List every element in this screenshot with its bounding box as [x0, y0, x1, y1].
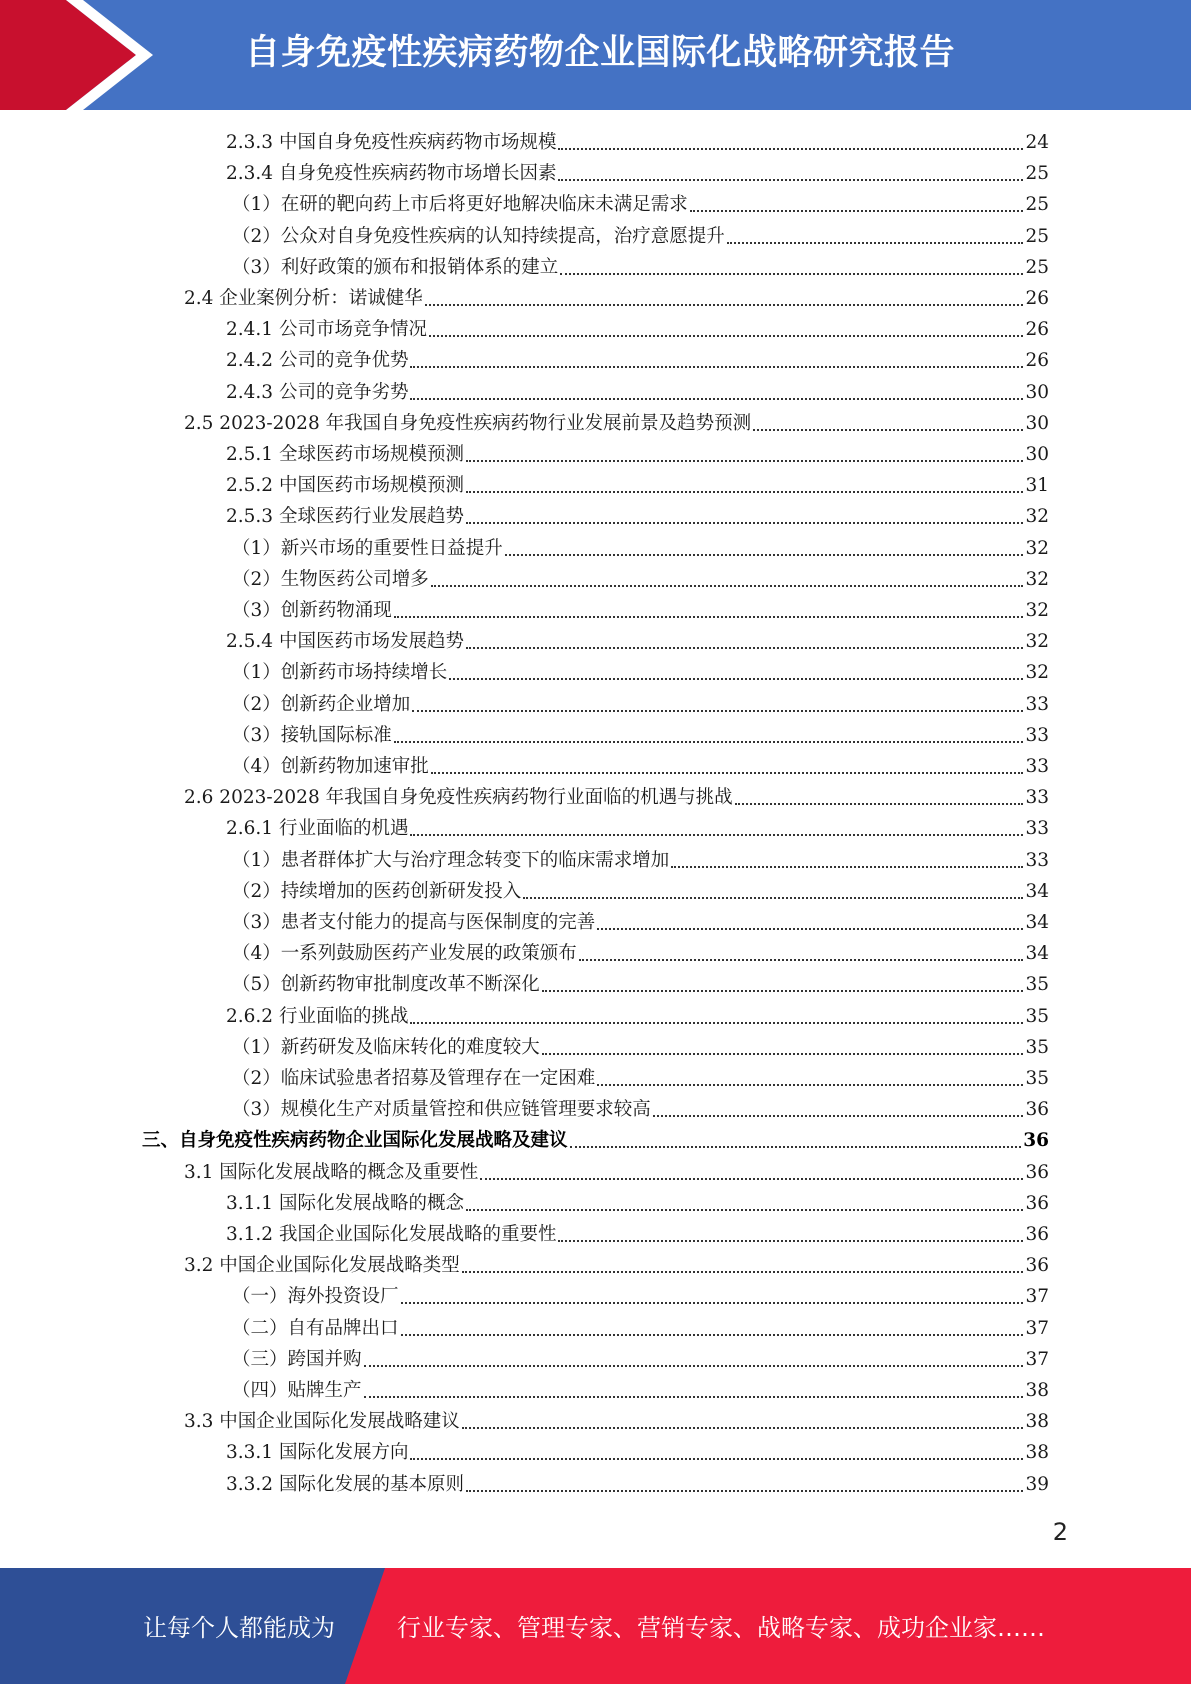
toc-entry[interactable] [226, 1437, 1049, 1468]
toc-dot-leader [671, 845, 1023, 876]
toc-entry-label: （2）创新药企业增加 [232, 693, 411, 715]
toc-entry-label: （2）生物医药公司增多 [232, 568, 429, 590]
toc-entry-label: 2.4.1 公司市场竞争情况 [226, 319, 427, 341]
toc-entry-label: 2.5.1 全球医药市场规模预测 [226, 444, 464, 465]
toc-entry-page: 32 [1025, 662, 1049, 684]
toc-dot-leader [558, 158, 1023, 189]
toc-entry-label: 2.3.4 自身免疫性疾病药物市场增长因素 [226, 163, 557, 185]
toc-dot-leader [364, 1375, 1024, 1406]
page-header [0, 0, 1191, 110]
toc-entry-page: 33 [1025, 724, 1049, 746]
toc-dot-leader [431, 751, 1024, 782]
toc-entry-page: 34 [1025, 880, 1049, 902]
toc-entry-page: 31 [1025, 475, 1049, 497]
toc-entry-label: 3.3.2 国际化发展的基本原则 [226, 1473, 464, 1495]
toc-entry[interactable] [232, 1344, 1049, 1375]
toc-entry[interactable] [232, 595, 1049, 626]
toc-entry-page: 36 [1025, 1161, 1049, 1183]
toc-entry[interactable] [232, 1032, 1049, 1063]
toc-entry-page: 30 [1025, 412, 1049, 434]
toc-entry-label: （5）创新药物审批制度改革不断深化 [232, 974, 540, 996]
toc-entry-label: 3.3 中国企业国际化发展战略建议 [184, 1411, 460, 1433]
toc-dot-leader [570, 1125, 1022, 1156]
toc-entry[interactable] [232, 1281, 1049, 1312]
toc-entry[interactable] [232, 969, 1049, 1000]
toc-entry-page: 33 [1025, 787, 1049, 809]
toc-entry[interactable] [232, 1313, 1049, 1344]
toc-entry-label: （2）公众对自身免疫性疾病的认知持续提高，治疗意愿提升 [232, 225, 725, 247]
toc-entry-label: （3）规模化生产对质量管控和供应链管理要求较高 [232, 1099, 651, 1121]
toc-dot-leader [597, 1063, 1023, 1094]
toc-entry-label: （3）接轨国际标准 [232, 724, 392, 746]
toc-dot-leader [753, 408, 1023, 439]
toc-entry[interactable] [226, 158, 1049, 189]
toc-entry-page: 35 [1025, 1068, 1049, 1089]
toc-entry-label: （4）一系列鼓励医药产业发展的政策颁布 [232, 943, 577, 965]
toc-entry[interactable] [226, 1469, 1049, 1500]
toc-entry-page: 30 [1025, 444, 1049, 465]
toc-entry[interactable] [232, 221, 1049, 252]
toc-dot-leader [394, 595, 1024, 626]
toc-entry-label: （1）患者群体扩大与治疗理念转变下的临床需求增加 [232, 849, 670, 871]
toc-entry-label: （四）贴牌生产 [232, 1380, 362, 1401]
toc-entry-label: 2.4.2 公司的竞争优势 [226, 350, 409, 372]
toc-entry[interactable] [184, 283, 1049, 314]
toc-entry[interactable] [232, 876, 1049, 907]
toc-dot-leader [412, 689, 1023, 720]
toc-entry-label: 2.6.1 行业面临的机遇 [226, 818, 409, 840]
toc-entry-label: 2.4 企业案例分析：诺诚健华 [184, 288, 423, 309]
toc-dot-leader [449, 657, 1023, 688]
toc-entry-label: 2.5.2 中国医药市场规模预测 [226, 475, 464, 497]
toc-entry[interactable] [232, 189, 1049, 220]
toc-dot-leader [425, 283, 1024, 314]
toc-entry-label: （三）跨国并购 [232, 1348, 362, 1370]
toc-entry[interactable] [184, 408, 1049, 439]
toc-entry-label: （一）海外投资设厂 [232, 1286, 399, 1308]
toc-entry[interactable] [184, 782, 1049, 813]
toc-entry-page: 25 [1025, 163, 1049, 185]
toc-dot-leader [466, 1469, 1023, 1500]
toc-entry[interactable] [226, 1219, 1049, 1250]
toc-entry-page: 33 [1025, 818, 1049, 840]
toc-entry-label: 3.3.1 国际化发展方向 [226, 1442, 409, 1464]
toc-entry[interactable] [226, 345, 1049, 376]
toc-entry-page: 35 [1025, 1036, 1049, 1058]
toc-dot-leader [466, 626, 1023, 657]
toc-entry-page: 26 [1025, 350, 1049, 372]
page-number: 2 [1052, 1518, 1068, 1546]
toc-entry-label: 2.5.3 全球医药行业发展趋势 [226, 506, 464, 528]
toc-dot-leader [558, 1219, 1023, 1250]
toc-dot-leader [727, 221, 1024, 252]
toc-dot-leader [410, 377, 1023, 408]
toc-entry-label: （3）患者支付能力的提高与医保制度的完善 [232, 912, 596, 933]
toc-dot-leader [542, 1032, 1024, 1063]
toc-dot-leader [410, 1001, 1023, 1032]
toc-dot-leader [653, 1094, 1024, 1125]
toc-dot-leader [690, 189, 1024, 220]
toc-entry[interactable] [232, 564, 1049, 595]
toc-dot-leader [394, 720, 1024, 751]
toc-entry-label: 三、自身免疫性疾病药物企业国际化发展战略及建议 [142, 1130, 568, 1152]
toc-entry-label: （3）利好政策的颁布和报销体系的建立 [232, 256, 559, 278]
toc-entry-page: 39 [1025, 1473, 1049, 1495]
toc-entry-page: 37 [1025, 1317, 1049, 1339]
toc-entry[interactable] [226, 470, 1049, 501]
toc-entry[interactable] [232, 751, 1049, 782]
toc-dot-leader [466, 439, 1023, 470]
toc-entry-label: （2）临床试验患者招募及管理存在一定困难 [232, 1068, 596, 1089]
toc-entry-page: 25 [1025, 225, 1049, 247]
toc-dot-leader [401, 1313, 1024, 1344]
toc-dot-leader [401, 1281, 1024, 1312]
toc-entry-page: 25 [1025, 256, 1049, 278]
toc-entry[interactable] [226, 1188, 1049, 1219]
report-title: 自身免疫性疾病药物企业国际化战略研究报告 [245, 33, 956, 73]
toc-entry-page: 35 [1025, 1005, 1049, 1027]
toc-entry-label: 2.6 2023-2028 年我国自身免疫性疾病药物行业面临的机遇与挑战 [184, 787, 733, 809]
toc-entry-page: 36 [1025, 1224, 1049, 1245]
toc-dot-leader [523, 876, 1023, 907]
toc-dot-leader [542, 969, 1024, 1000]
toc-entry-label: 2.5 2023-2028 年我国自身免疫性疾病药物行业发展前景及趋势预测 [184, 412, 752, 434]
toc-entry[interactable] [232, 1375, 1049, 1406]
footer-roles: 行业专家、管理专家、营销专家、战略专家、成功企业家…… [397, 1614, 1045, 1642]
toc-entry-page: 36 [1025, 1099, 1049, 1121]
toc-entry[interactable] [184, 1250, 1049, 1281]
toc-dot-leader [431, 564, 1024, 595]
toc-entry-page: 33 [1025, 849, 1049, 871]
toc-entry[interactable] [232, 252, 1049, 283]
toc-entry-label: （2）持续增加的医药创新研发投入 [232, 880, 522, 902]
page-footer [0, 1568, 1191, 1684]
toc-entry-page: 34 [1025, 943, 1049, 965]
toc-entry-label: （1）新兴市场的重要性日益提升 [232, 537, 503, 559]
toc-dot-leader [466, 1188, 1023, 1219]
toc-entry[interactable] [226, 813, 1049, 844]
toc-dot-leader [597, 907, 1023, 938]
toc-entry[interactable] [232, 1094, 1049, 1125]
toc-entry[interactable] [142, 1125, 1049, 1156]
toc-entry-label: 3.1.2 我国企业国际化发展战略的重要性 [226, 1224, 557, 1245]
toc-entry[interactable] [232, 845, 1049, 876]
toc-entry-label: 3.1.1 国际化发展战略的概念 [226, 1192, 464, 1214]
toc-entry[interactable] [232, 938, 1049, 969]
toc-entry[interactable] [226, 626, 1049, 657]
toc-entry-label: （4）创新药物加速审批 [232, 756, 429, 777]
toc-dot-leader [410, 813, 1023, 844]
toc-entry[interactable] [232, 1063, 1049, 1094]
toc-entry[interactable] [226, 127, 1049, 158]
toc-entry-page: 33 [1025, 756, 1049, 777]
toc-dot-leader [462, 1406, 1024, 1437]
toc-entry-page: 24 [1025, 132, 1049, 153]
toc-entry-label: 2.6.2 行业面临的挑战 [226, 1005, 409, 1027]
toc-entry[interactable] [232, 533, 1049, 564]
toc-entry-page: 38 [1025, 1411, 1049, 1433]
toc-dot-leader [410, 1437, 1023, 1468]
toc-entry[interactable] [232, 657, 1049, 688]
toc-dot-leader [429, 314, 1023, 345]
toc-entry-label: （1）在研的靶向药上市后将更好地解决临床未满足需求 [232, 194, 688, 216]
toc-entry-label: 2.4.3 公司的竞争劣势 [226, 381, 409, 403]
toc-entry-page: 30 [1025, 381, 1049, 403]
toc-entry-label: （1）创新药市场持续增长 [232, 662, 448, 684]
toc-entry-page: 36 [1025, 1255, 1049, 1277]
toc-dot-leader [480, 1157, 1023, 1188]
toc-dot-leader [735, 782, 1024, 813]
toc-entry-page: 25 [1025, 194, 1049, 216]
toc-entry[interactable] [226, 1001, 1049, 1032]
toc-entry[interactable] [232, 689, 1049, 720]
toc-dot-leader [466, 470, 1023, 501]
toc-dot-leader [560, 252, 1023, 283]
toc-entry-page: 32 [1025, 568, 1049, 590]
toc-entry-page: 37 [1025, 1348, 1049, 1370]
toc-entry-label: 2.5.4 中国医药市场发展趋势 [226, 631, 464, 653]
toc-entry[interactable] [232, 907, 1049, 938]
toc-entry-page: 36 [1023, 1130, 1049, 1152]
toc-dot-leader [466, 501, 1023, 532]
toc-entry-page: 26 [1025, 288, 1049, 309]
toc-entry-page: 35 [1025, 974, 1049, 996]
toc-dot-leader [462, 1250, 1024, 1281]
toc-dot-leader [505, 533, 1024, 564]
toc-entry[interactable] [232, 720, 1049, 751]
toc-entry-page: 37 [1025, 1286, 1049, 1308]
footer-slogan: 让每个人都能成为 [143, 1614, 335, 1642]
toc-entry[interactable] [184, 1406, 1049, 1437]
toc-entry-label: （二）自有品牌出口 [232, 1317, 399, 1339]
toc-entry-label: （3）创新药物涌现 [232, 600, 392, 621]
toc-dot-leader [410, 345, 1023, 376]
toc-entry[interactable] [184, 1157, 1049, 1188]
toc-entry[interactable] [226, 314, 1049, 345]
toc-entry-page: 32 [1025, 600, 1049, 621]
toc-entry-page: 38 [1025, 1442, 1049, 1464]
toc-entry-label: 3.2 中国企业国际化发展战略类型 [184, 1255, 460, 1277]
toc-entry-page: 36 [1025, 1192, 1049, 1214]
toc-dot-leader [558, 127, 1023, 158]
toc-dot-leader [364, 1344, 1024, 1375]
toc-entry[interactable] [226, 377, 1049, 408]
toc-entry-page: 38 [1025, 1380, 1049, 1401]
toc-entry-label: 3.1 国际化发展战略的概念及重要性 [184, 1161, 479, 1183]
toc-entry-page: 33 [1025, 693, 1049, 715]
toc-entry-page: 32 [1025, 506, 1049, 528]
toc-entry-page: 32 [1025, 631, 1049, 653]
toc-entry-label: 2.3.3 中国自身免疫性疾病药物市场规模 [226, 132, 557, 153]
toc-entry-label: （1）新药研发及临床转化的难度较大 [232, 1036, 540, 1058]
toc-dot-leader [579, 938, 1024, 969]
toc-entry-page: 34 [1025, 912, 1049, 933]
toc-entry-page: 26 [1025, 319, 1049, 341]
toc-entry[interactable] [226, 439, 1049, 470]
toc-entry[interactable] [226, 501, 1049, 532]
toc-entry-page: 32 [1025, 537, 1049, 559]
